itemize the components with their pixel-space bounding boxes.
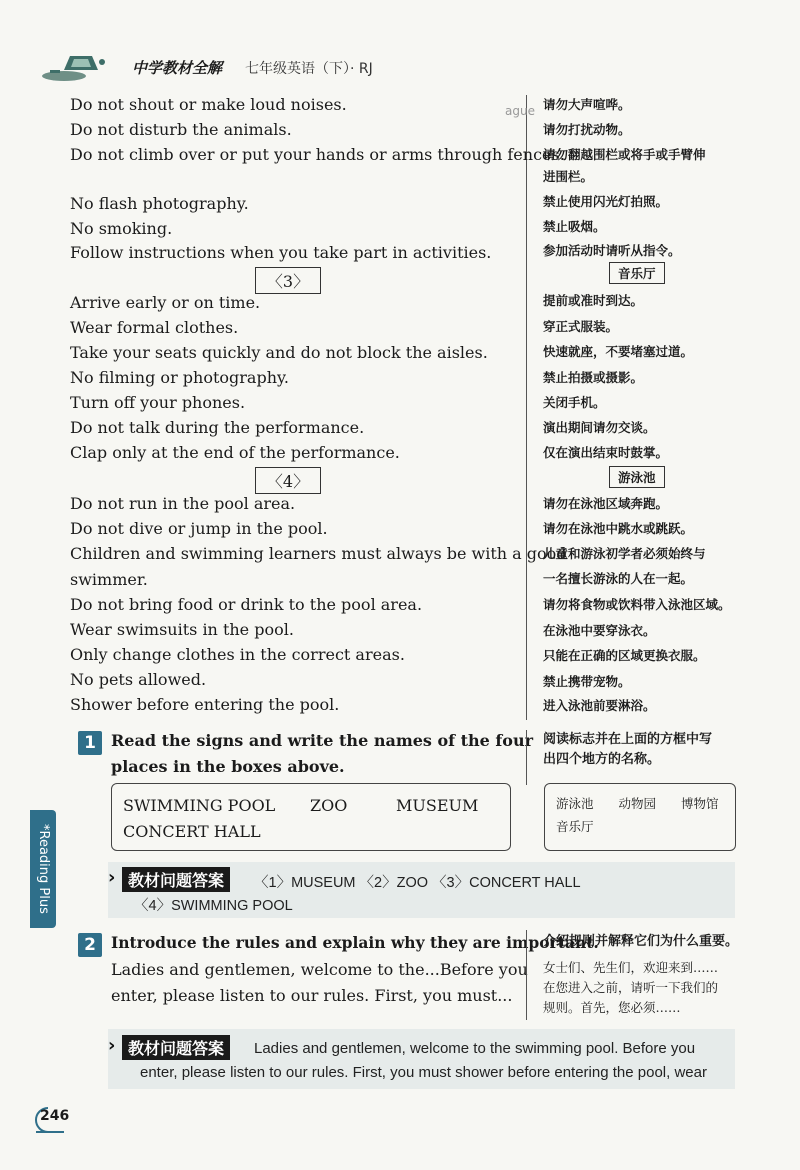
word-option-cn: 游泳池 动物园 博物馆 (556, 796, 719, 811)
rule-en: Do not talk during the performance. (70, 418, 365, 437)
rule-en: Do not bring food or drink to the pool area. (70, 595, 423, 614)
rule-cn: 在泳池中要穿泳衣。 (543, 623, 656, 638)
word-option: SWIMMING POOL (123, 796, 276, 815)
rule-en: Shower before entering the pool. (70, 695, 340, 714)
rule-en: Clap only at the end of the performance. (70, 443, 400, 462)
rule-cn: 禁止携带宠物。 (543, 674, 631, 689)
rule-en: No pets allowed. (70, 670, 207, 689)
sign-box-3: 〈3〉 (255, 267, 321, 294)
activity-title: Read the signs and write the names of the four (111, 731, 534, 750)
activity-text-cn: 规则。首先，您必须…… (543, 1000, 681, 1015)
rule-cn: 快速就座，不要堵塞过道。 (543, 344, 694, 359)
sign-box-3-cn: 音乐厅 (609, 262, 665, 284)
rule-cn: 请勿将食物或饮料带入泳池区域。 (543, 597, 731, 612)
rule-en: No smoking. (70, 219, 173, 238)
page-number: 246 (40, 1108, 70, 1124)
rule-cn: 关闭手机。 (543, 395, 606, 410)
activity-text-cn: 女士们、先生们，欢迎来到…… (543, 960, 719, 975)
rule-en: Turn off your phones. (70, 393, 246, 412)
rule-cn: 禁止吸烟。 (543, 219, 606, 234)
activity-text: enter, please listen to our rules. First, you must... (111, 986, 513, 1005)
rule-en: Do not run in the pool area. (70, 494, 296, 513)
rule-cn: 参加活动时请听从指令。 (543, 243, 681, 258)
publisher-logo-icon (40, 50, 122, 84)
activity-number: 1 (78, 731, 102, 755)
answer-label: 教材问题答案 (122, 867, 230, 892)
sign-box-4-cn: 游泳池 (609, 466, 665, 488)
activity-text-cn: 在您进入之前，请听一下我们的 (543, 980, 719, 995)
rule-en: Wear formal clothes. (70, 318, 239, 337)
rule-en: Do not disturb the animals. (70, 120, 292, 139)
rule-cn: 仅在演出结束时鼓掌。 (543, 445, 669, 460)
rule-cn: 禁止使用闪光灯拍照。 (543, 194, 669, 209)
rule-cn: 演出期间请勿交谈。 (543, 420, 656, 435)
rule-cn: 请勿打扰动物。 (543, 122, 631, 137)
rule-en: Do not dive or jump in the pool. (70, 519, 328, 538)
column-divider (526, 730, 527, 785)
book-subtitle: 七年级英语（下）· RJ (245, 61, 373, 77)
rule-cn: 禁止拍摄或摄影。 (543, 370, 644, 385)
column-divider (526, 930, 527, 1020)
activity-title-cn: 介绍规则并解释它们为什么重要。 (543, 934, 739, 949)
word-option: MUSEUM (396, 796, 479, 815)
answer-text: 〈1〉MUSEUM 〈2〉ZOO 〈3〉CONCERT HALL (254, 875, 581, 891)
rule-en: Wear swimsuits in the pool. (70, 620, 294, 639)
rule-cn: 一名擅长游泳的人在一起。 (543, 571, 694, 586)
chevron-right-icon: › (108, 867, 116, 888)
rule-en: Do not climb over or put your hands or arms through fences. (70, 145, 565, 164)
activity-title-cn: 出四个地方的名称。 (543, 752, 661, 767)
word-option: CONCERT HALL (123, 822, 261, 841)
rule-en: Take your seats quickly and do not block the aisles. (70, 343, 488, 362)
rule-en: Do not shout or make loud noises. (70, 95, 347, 114)
rule-cn: 进入泳池前要淋浴。 (543, 698, 656, 713)
word-bank-box-cn (544, 783, 736, 851)
rule-en: Arrive early or on time. (70, 293, 261, 312)
rule-cn: 请勿翻越围栏或将手或手臂伸 (543, 147, 706, 162)
rule-en: No flash photography. (70, 194, 249, 213)
rule-cn: 请勿在泳池中跳水或跳跃。 (543, 521, 694, 536)
rule-cn: 提前或准时到达。 (543, 293, 644, 308)
rule-en: Children and swimming learners must always be with a good (70, 544, 567, 563)
activity-number: 2 (78, 933, 102, 957)
side-tab-label: *Reading Plus (36, 824, 51, 914)
bleed-through-text: ague (505, 104, 535, 118)
chevron-right-icon: › (108, 1035, 116, 1056)
activity-text: Ladies and gentlemen, welcome to the...Before you (111, 960, 528, 979)
rule-en: Only change clothes in the correct areas. (70, 645, 405, 664)
answer-text: enter, please listen to our rules. First, you must shower before entering the pool, wear (140, 1064, 707, 1081)
rule-cn: 儿童和游泳初学者必须始终与 (543, 546, 706, 561)
rule-cn: 进围栏。 (543, 169, 594, 184)
rule-cn: 只能在正确的区域更换衣服。 (543, 648, 706, 663)
rule-en: swimmer. (70, 570, 148, 589)
answer-text: 〈4〉SWIMMING POOL (134, 898, 293, 914)
activity-title: places in the boxes above. (111, 757, 345, 776)
activity-title: Introduce the rules and explain why they are important. (111, 933, 599, 952)
rule-cn: 请勿在泳池区域奔跑。 (543, 496, 669, 511)
answer-label: 教材问题答案 (122, 1035, 230, 1060)
column-divider (526, 95, 527, 720)
rule-en: Follow instructions when you take part in activities. (70, 243, 492, 262)
answer-text: Ladies and gentlemen, welcome to the swimming pool. Before you (254, 1040, 696, 1057)
rule-cn: 穿正式服装。 (543, 319, 619, 334)
word-option-cn: 音乐厅 (556, 819, 594, 834)
book-title: 中学教材全解 (132, 59, 223, 77)
word-option: ZOO (310, 796, 348, 815)
sign-box-4: 〈4〉 (255, 467, 321, 494)
rule-en: No filming or photography. (70, 368, 290, 387)
activity-title-cn: 阅读标志并在上面的方框中写 (543, 732, 713, 747)
rule-cn: 请勿大声喧哗。 (543, 97, 631, 112)
